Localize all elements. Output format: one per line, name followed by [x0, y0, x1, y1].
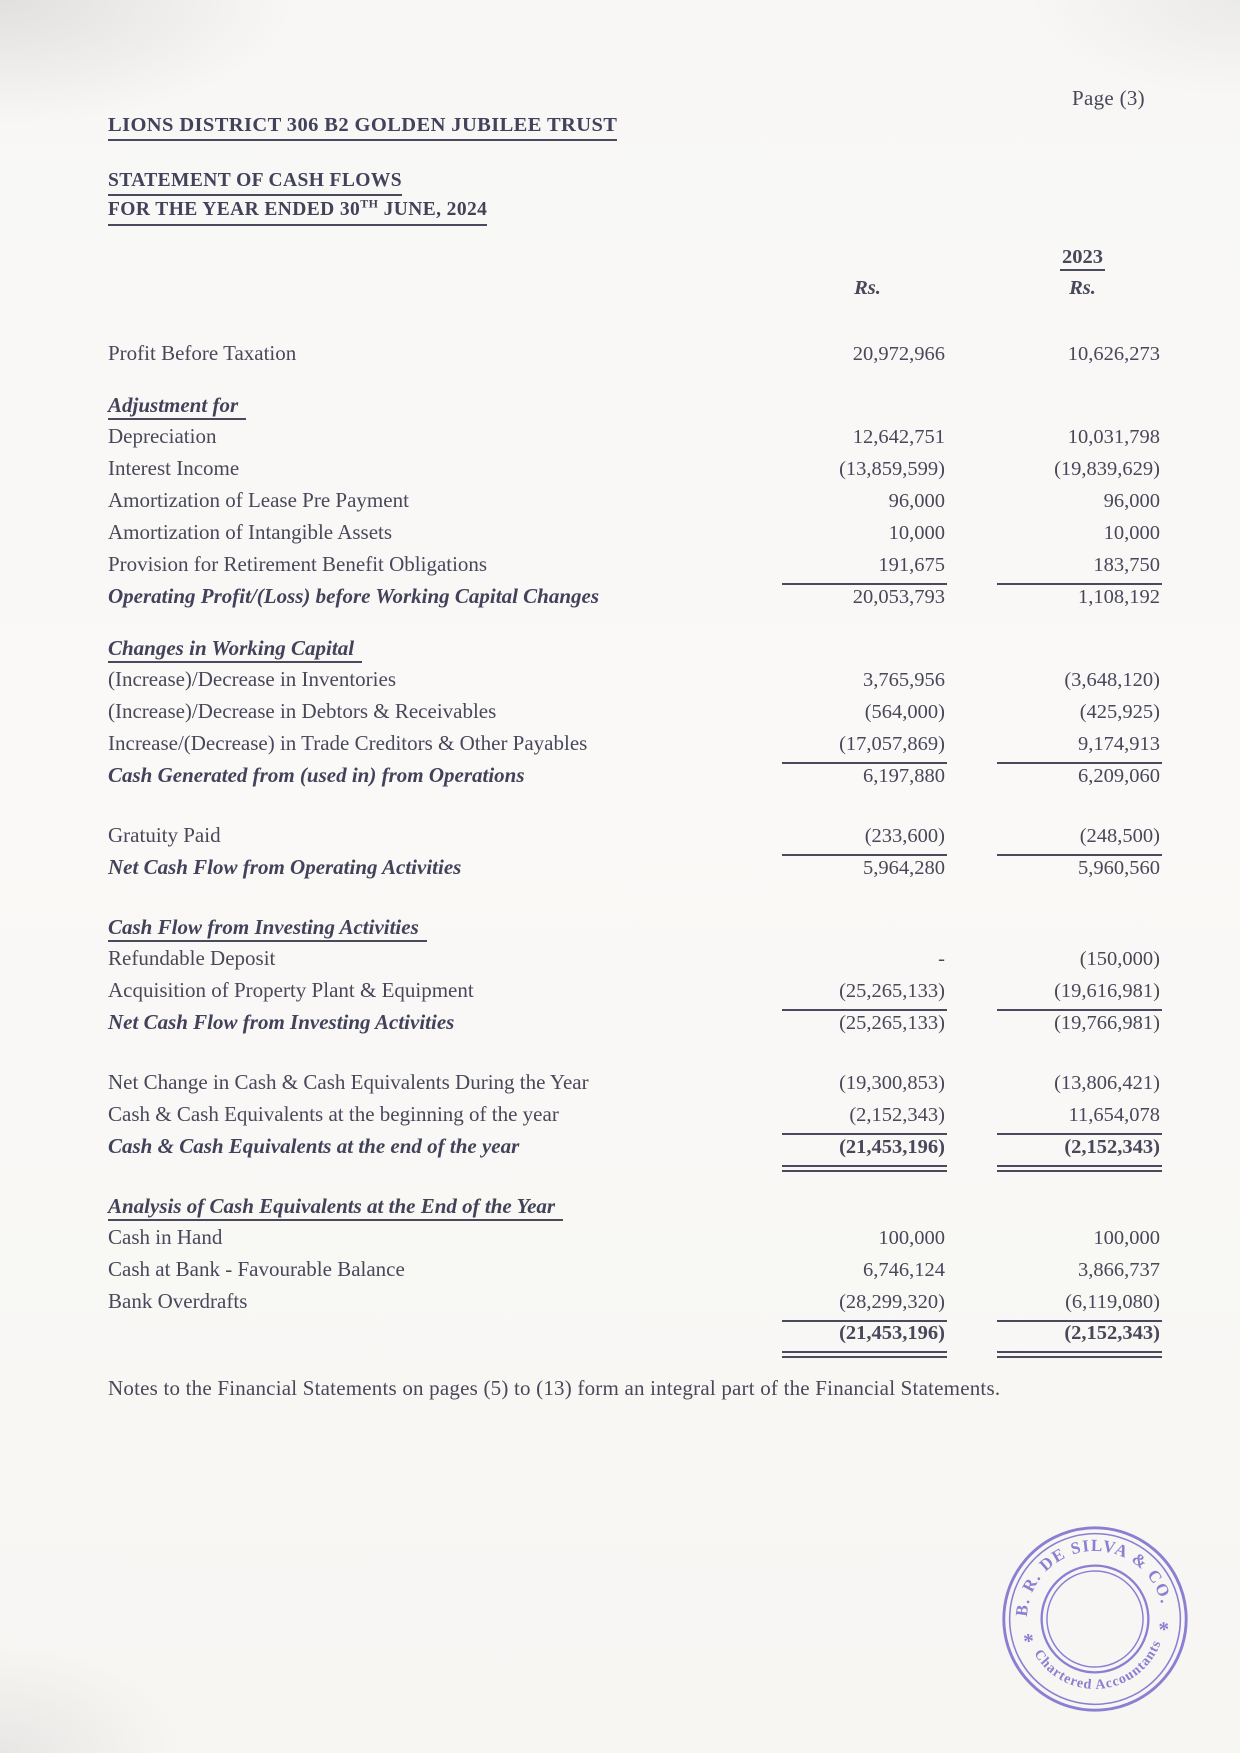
row-label: Net Cash Flow from Investing Activities	[108, 1010, 455, 1034]
value-current: 5,964,280	[863, 857, 945, 879]
row-label: Provision for Retirement Benefit Obligations	[108, 552, 488, 576]
value-current: (28,299,320)	[790, 1287, 945, 1318]
table-row	[108, 1067, 1160, 1099]
table-row	[108, 390, 1160, 421]
value-comparative: 183,750	[1005, 550, 1160, 581]
row-label: Amortization of Lease Pre Payment	[108, 488, 409, 512]
comparative-year-header: 2023	[1005, 242, 1160, 273]
row-label: Depreciation	[108, 424, 217, 448]
value-comparative: 11,654,078	[1005, 1100, 1160, 1131]
value-current: (19,300,853)	[839, 1072, 945, 1094]
value-current: 6,746,124	[863, 1259, 945, 1281]
row-label: Acquisition of Property Plant & Equipment	[108, 978, 474, 1002]
table-row	[108, 581, 1160, 613]
value-current: (21,453,196)	[790, 1132, 945, 1163]
table-row	[108, 664, 1160, 696]
value-current: (13,859,599)	[839, 458, 945, 480]
table-row	[108, 820, 1160, 852]
value-comparative: (150,000)	[1079, 948, 1160, 970]
row-label: Cash at Bank - Favourable Balance	[108, 1257, 405, 1281]
row-label: Refundable Deposit	[108, 946, 276, 970]
statement-title: STATEMENT OF CASH FLOWS	[108, 170, 402, 196]
row-label: Operating Profit/(Loss) before Working Capital Changes	[108, 584, 600, 608]
value-current: 10,000	[888, 522, 945, 544]
period-superscript: TH	[360, 196, 379, 211]
stamp-arc-bottom-text: Chartered Accountants	[1030, 1637, 1165, 1694]
statement-table	[108, 338, 1160, 1349]
table-row	[108, 1131, 1160, 1163]
value-comparative: (19,616,981)	[1005, 976, 1160, 1007]
row-label: (Increase)/Decrease in Inventories	[108, 667, 397, 691]
row-label: Net Cash Flow from Operating Activities	[108, 855, 462, 879]
stamp-arc-top-text: B. R. DE SILVA & CO.	[1011, 1535, 1177, 1618]
row-label: Interest Income	[108, 456, 240, 480]
row-label: Profit Before Taxation	[108, 341, 297, 365]
value-current: 96,000	[888, 490, 945, 512]
value-comparative: 100,000	[1093, 1227, 1160, 1249]
table-spacer	[108, 370, 1160, 390]
row-label: Bank Overdrafts	[108, 1289, 248, 1313]
table-row	[108, 1254, 1160, 1286]
value-current: 191,675	[790, 550, 945, 581]
value-comparative: 3,866,737	[1078, 1259, 1160, 1281]
row-label: (Increase)/Decrease in Debtors & Receivables	[108, 699, 497, 723]
table-row	[108, 1099, 1160, 1131]
value-comparative: 5,960,560	[1078, 857, 1160, 879]
value-current: (25,265,133)	[839, 1012, 945, 1034]
value-comparative: 6,209,060	[1078, 765, 1160, 787]
value-comparative: (6,119,080)	[1005, 1287, 1160, 1318]
row-label: Gratuity Paid	[108, 823, 221, 847]
page-number: Page (3)	[1072, 86, 1145, 110]
value-comparative: (248,500)	[1005, 821, 1160, 852]
column-year-header-row	[108, 242, 1160, 273]
value-comparative: 10,031,798	[1067, 426, 1160, 448]
table-row	[108, 1222, 1160, 1254]
footer-note: Notes to the Financial Statements on pages (5) to (13) form an integral part of the Financial Statements.	[108, 1376, 1001, 1400]
table-row	[108, 453, 1160, 485]
value-current: 12,642,751	[852, 426, 945, 448]
value-comparative: (425,925)	[1079, 701, 1160, 723]
statement-period	[108, 196, 488, 226]
table-row	[108, 728, 1160, 760]
table-row	[108, 760, 1160, 792]
value-comparative: 96,000	[1103, 490, 1160, 512]
value-comparative: 1,108,192	[1078, 586, 1160, 608]
value-current: 3,765,956	[863, 669, 945, 691]
table-row	[108, 852, 1160, 884]
value-current: (17,057,869)	[790, 729, 945, 760]
table-spacer	[108, 792, 1160, 820]
table-row	[108, 912, 1160, 943]
value-comparative: (19,766,981)	[1054, 1012, 1160, 1034]
value-comparative: 10,000	[1103, 522, 1160, 544]
row-label: Cash & Cash Equivalents at the beginning of the year	[108, 1102, 559, 1126]
stamp-star-right: *	[1157, 1616, 1171, 1642]
stamp-star-left: *	[1022, 1628, 1036, 1654]
value-current: 100,000	[878, 1227, 945, 1249]
value-current: (2,152,343)	[790, 1100, 945, 1131]
value-current: 20,053,793	[852, 586, 945, 608]
row-label: Cash Generated from (used in) from Operations	[108, 763, 525, 787]
value-current: (564,000)	[864, 701, 945, 723]
table-spacer	[108, 1039, 1160, 1067]
value-comparative: (3,648,120)	[1064, 669, 1160, 691]
row-label: Changes in Working Capital	[108, 633, 790, 664]
table-row	[108, 549, 1160, 581]
value-current: (233,600)	[790, 821, 945, 852]
table-spacer	[108, 613, 1160, 633]
value-comparative: 10,626,273	[1067, 343, 1160, 365]
value-current: -	[938, 948, 945, 970]
table-row	[108, 943, 1160, 975]
table-row	[108, 517, 1160, 549]
period-prefix: FOR THE YEAR ENDED 30	[108, 199, 361, 220]
value-comparative: (13,806,421)	[1054, 1072, 1160, 1094]
row-label: Cash in Hand	[108, 1225, 223, 1249]
row-label: Adjustment for	[108, 390, 790, 421]
header-gap	[108, 304, 1160, 338]
row-label: Increase/(Decrease) in Trade Creditors & Other Payables	[108, 731, 588, 755]
table-row	[108, 338, 1160, 370]
value-comparative: 9,174,913	[1005, 729, 1160, 760]
value-current: 6,197,880	[863, 765, 945, 787]
table-row	[108, 1318, 1160, 1349]
organization-title: LIONS DISTRICT 306 B2 GOLDEN JUBILEE TRUST	[108, 114, 617, 141]
row-label: Cash Flow from Investing Activities	[108, 912, 790, 943]
table-row	[108, 485, 1160, 517]
value-comparative: (2,152,343)	[1005, 1318, 1160, 1349]
currency-header-comparative: Rs.	[1069, 277, 1096, 299]
table-row	[108, 696, 1160, 728]
row-label: Analysis of Cash Equivalents at the End of the Year	[108, 1191, 790, 1222]
table-row	[108, 975, 1160, 1007]
table-row	[108, 1191, 1160, 1222]
value-current: 20,972,966	[852, 343, 945, 365]
table-row	[108, 1286, 1160, 1318]
row-label: Amortization of Intangible Assets	[108, 520, 393, 544]
currency-header-current: Rs.	[854, 277, 881, 299]
row-label: Net Change in Cash & Cash Equivalents During the Year	[108, 1070, 589, 1094]
row-label: Cash & Cash Equivalents at the end of the year	[108, 1134, 520, 1158]
accountant-stamp	[990, 1514, 1200, 1724]
value-comparative: (19,839,629)	[1054, 458, 1160, 480]
cash-flow-statement	[108, 242, 1160, 1349]
value-current: (21,453,196)	[790, 1318, 945, 1349]
table-row	[108, 633, 1160, 664]
value-current: (25,265,133)	[790, 976, 945, 1007]
value-comparative: (2,152,343)	[1005, 1132, 1160, 1163]
table-row	[108, 1007, 1160, 1039]
period-suffix: JUNE, 2024	[378, 199, 488, 220]
table-row	[108, 421, 1160, 453]
column-currency-header-row	[108, 273, 1160, 304]
table-spacer	[108, 884, 1160, 912]
